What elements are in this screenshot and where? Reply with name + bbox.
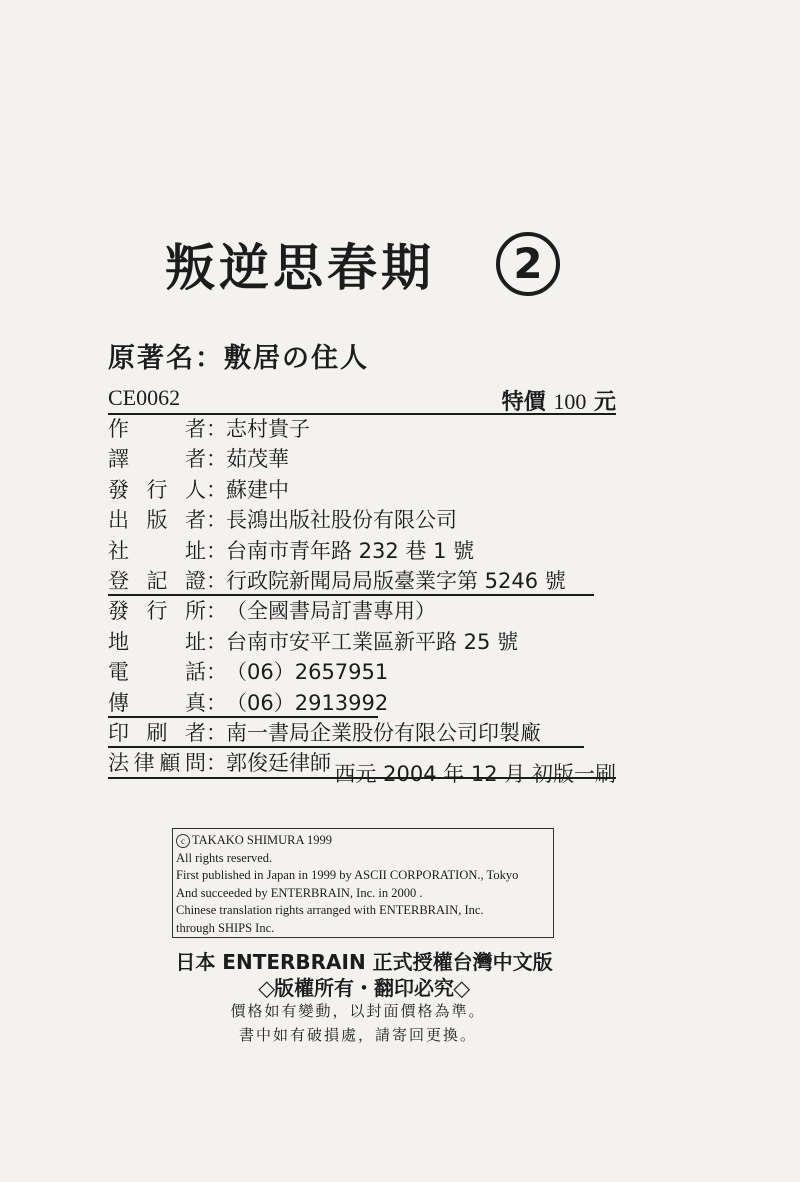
credit-value: 茹茂華 (226, 447, 289, 472)
copyright-line-3: First published in Japan in 1999 by ASCII CORPORATION., Tokyo (176, 868, 519, 882)
credit-value: 台南市安平工業區新平路 25 號 (226, 629, 519, 654)
credit-label: 社 址 (108, 538, 206, 563)
copyright-box (172, 828, 554, 938)
credit-label: 傳 真 (108, 690, 206, 715)
edition-date: 西元 2004 年 12 月 初版一刷 (334, 762, 616, 786)
credit-row-distributor (108, 596, 616, 626)
credit-row-translator (108, 444, 616, 474)
credit-value: （06）2913992 (226, 690, 389, 715)
copyright-line-1: c TAKAKO SHIMURA 1999 (176, 832, 553, 850)
colon: ： (206, 599, 227, 624)
colon: ： (206, 660, 227, 685)
credit-value: （06）2657951 (226, 660, 389, 685)
credit-label: 地 址 (108, 629, 206, 654)
credit-value: 志村貴子 (226, 417, 310, 441)
credit-label: 譯 者 (108, 447, 206, 472)
price-prefix: 特價 (501, 390, 546, 415)
colon: ： (206, 751, 227, 776)
colon: ： (206, 720, 227, 745)
credits-table (108, 414, 616, 779)
credit-value: （全國書局訂書專用） (226, 599, 436, 624)
copyright-line-4: And succeeded by ENTERBRAIN, Inc. in 2000 . (176, 885, 423, 900)
copyright-line-5: Chinese translation rights arranged with ENTERBRAIN, Inc. (176, 903, 484, 917)
credit-value: 南一書局企業股份有限公司印製廠 (226, 720, 541, 745)
credit-label: 印 刷 者 (108, 720, 206, 745)
diamond-left-icon: ◇ (257, 974, 275, 1002)
credit-value: 長鴻出版社股份有限公司 (226, 508, 457, 533)
license-line: 日本 ENTERBRAIN 正式授權台灣中文版 (175, 950, 553, 974)
credit-label: 登 記 證 (108, 568, 206, 593)
colon: ： (206, 568, 227, 593)
credit-row-address (108, 536, 616, 566)
price (502, 385, 616, 416)
volume-number: 2 (496, 232, 560, 296)
credit-label: 作 者 (108, 417, 206, 441)
diamond-right-icon: ◇ (453, 974, 471, 1002)
colon: ： (206, 447, 227, 472)
book-title: 叛逆思春期 (165, 239, 435, 297)
credit-row-printer (108, 718, 616, 748)
original-title: 原著名：敷居の住人 (108, 343, 369, 374)
credit-row-phone (108, 657, 616, 687)
credit-label: 發 行 所 (108, 599, 206, 624)
code-price-row (108, 385, 616, 415)
colon: ： (206, 629, 227, 654)
credit-label: 發 行 人 (108, 477, 206, 502)
colon: ： (206, 477, 227, 502)
credit-label: 法 律 顧 問 (108, 751, 206, 776)
rights-text: 版權所有・翻印必究 (274, 976, 454, 1000)
price-change-note: 價格如有變動，以封面價格為準。 (230, 1002, 486, 1020)
copyright-line-2: All rights reserved. (176, 850, 273, 865)
credit-row-publisher-person (108, 475, 616, 505)
price-number: 100 (553, 389, 587, 414)
credit-row-fax (108, 688, 616, 718)
credit-value: 台南市青年路 232 巷 1 號 (226, 538, 475, 563)
price-suffix: 元 (593, 390, 616, 415)
credit-value: 郭俊廷律師 (226, 751, 331, 776)
colon: ： (206, 508, 227, 533)
rights-line (0, 972, 728, 1001)
credit-value: 蘇建中 (226, 477, 289, 502)
colon: ： (206, 538, 227, 563)
credit-label: 電 話 (108, 660, 206, 685)
credit-row-publisher (108, 505, 616, 535)
credit-row-registration (108, 566, 616, 596)
product-code: CE0062 (108, 385, 181, 410)
credit-label: 出 版 者 (108, 508, 206, 533)
credit-row-distributor-address (108, 627, 616, 657)
copyright-line-6: through SHIPS Inc. (176, 920, 275, 935)
damage-return-note: 書中如有破損處，請寄回更換。 (238, 1026, 477, 1044)
credit-row-author (108, 414, 616, 444)
colon: ： (206, 417, 227, 441)
copyright-symbol-icon: c (176, 834, 190, 848)
credit-value: 行政院新聞局局版臺業字第 5246 號 (226, 568, 566, 593)
colon: ： (206, 690, 227, 715)
